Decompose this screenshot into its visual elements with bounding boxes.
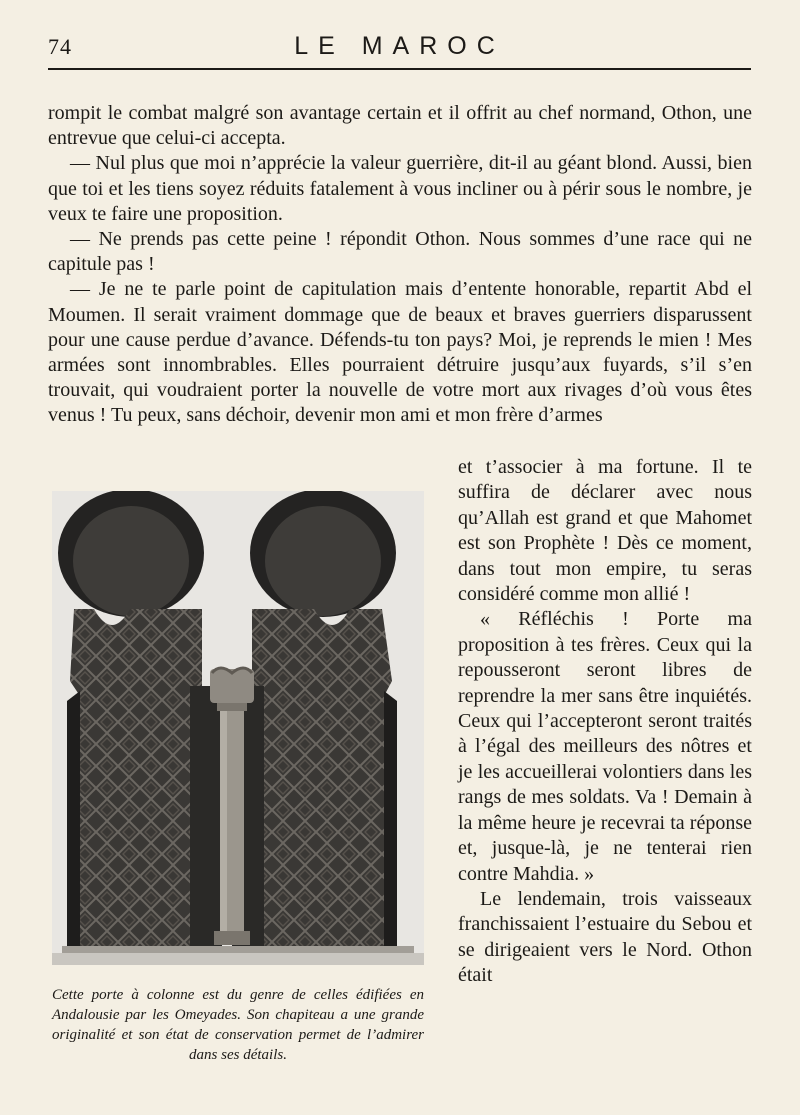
page-number: 74	[48, 34, 72, 59]
body-text	[48, 101, 752, 429]
paragraph: rompit le combat malgré son avantage certain et il offrit au chef normand, Othon, une entrevue que celui-ci accepta.	[48, 102, 752, 150]
right-column-text	[458, 455, 752, 989]
paragraph: — Ne prends pas cette peine ! répondit Othon. Nous sommes d’une race qui ne capitule pas !	[48, 228, 752, 276]
paragraph: — Nul plus que moi n’apprécie la valeur guerrière, dit-il au géant blond. Aussi, bien que toi et les tiens soyez réduits fatalement à vous incliner ou à périr sous le nombre, je veux te faire une proposition.	[48, 152, 752, 225]
page-header	[48, 30, 751, 70]
paragraph: et t’associer à ma fortune. Il te suffira de déclarer avec nous qu’Allah est grand et que Mahomet est son Prophète ! Dès ce moment, dans tout mon empire, tu seras considéré comme mon allié !	[458, 456, 752, 606]
paragraph: « Réfléchis ! Porte ma proposition à tes frères. Ceux qui la repousseront seront libres de reprendre la mer sans être inquiétés. Ceux qui l’accepteront seront traités à l’égal des meilleurs des nôtres et je les accueillerai volontiers dans les rangs de mes soldats. Va ! Demain à la même heure je recevrai ta réponse et, jusque-là, je ne tenterai rien contre Mahdia. »	[458, 608, 752, 885]
moorish-door-illustration	[52, 491, 424, 965]
running-title: LE MAROC	[294, 32, 505, 60]
figure-caption: Cette porte à colonne est du genre de celles édifiées en Andalousie par les Omeyades. Son chapiteau a une grande originalité et son état de conservation permet de l’admirer dans ses détails.	[52, 987, 424, 1063]
paragraph: Le lendemain, trois vaisseaux franchissaient l’estuaire du Sebou et se dirigeaient vers le Nord. Othon était	[458, 887, 752, 987]
door-photograph	[52, 491, 424, 965]
paragraph: — Je ne te parle point de capitulation mais d’entente honorable, repartit Abd el Moumen. Il serait vraiment dommage que de beaux et braves guerriers disparussent pour une cause perdue d’avance. Défends-tu ton pays? Moi, je reprends le mien ! Mes armées sont innombrables. Elles pourraient détruire jusqu’aux fuyards, s’il s’en trouvait, qui voudraient porter la nouvelle de votre mort aux rivages d’où vous êtes venus ! Tu peux, sans déchoir, devenir mon ami et mon frère d’armes	[48, 278, 752, 427]
header-rule	[48, 68, 751, 70]
